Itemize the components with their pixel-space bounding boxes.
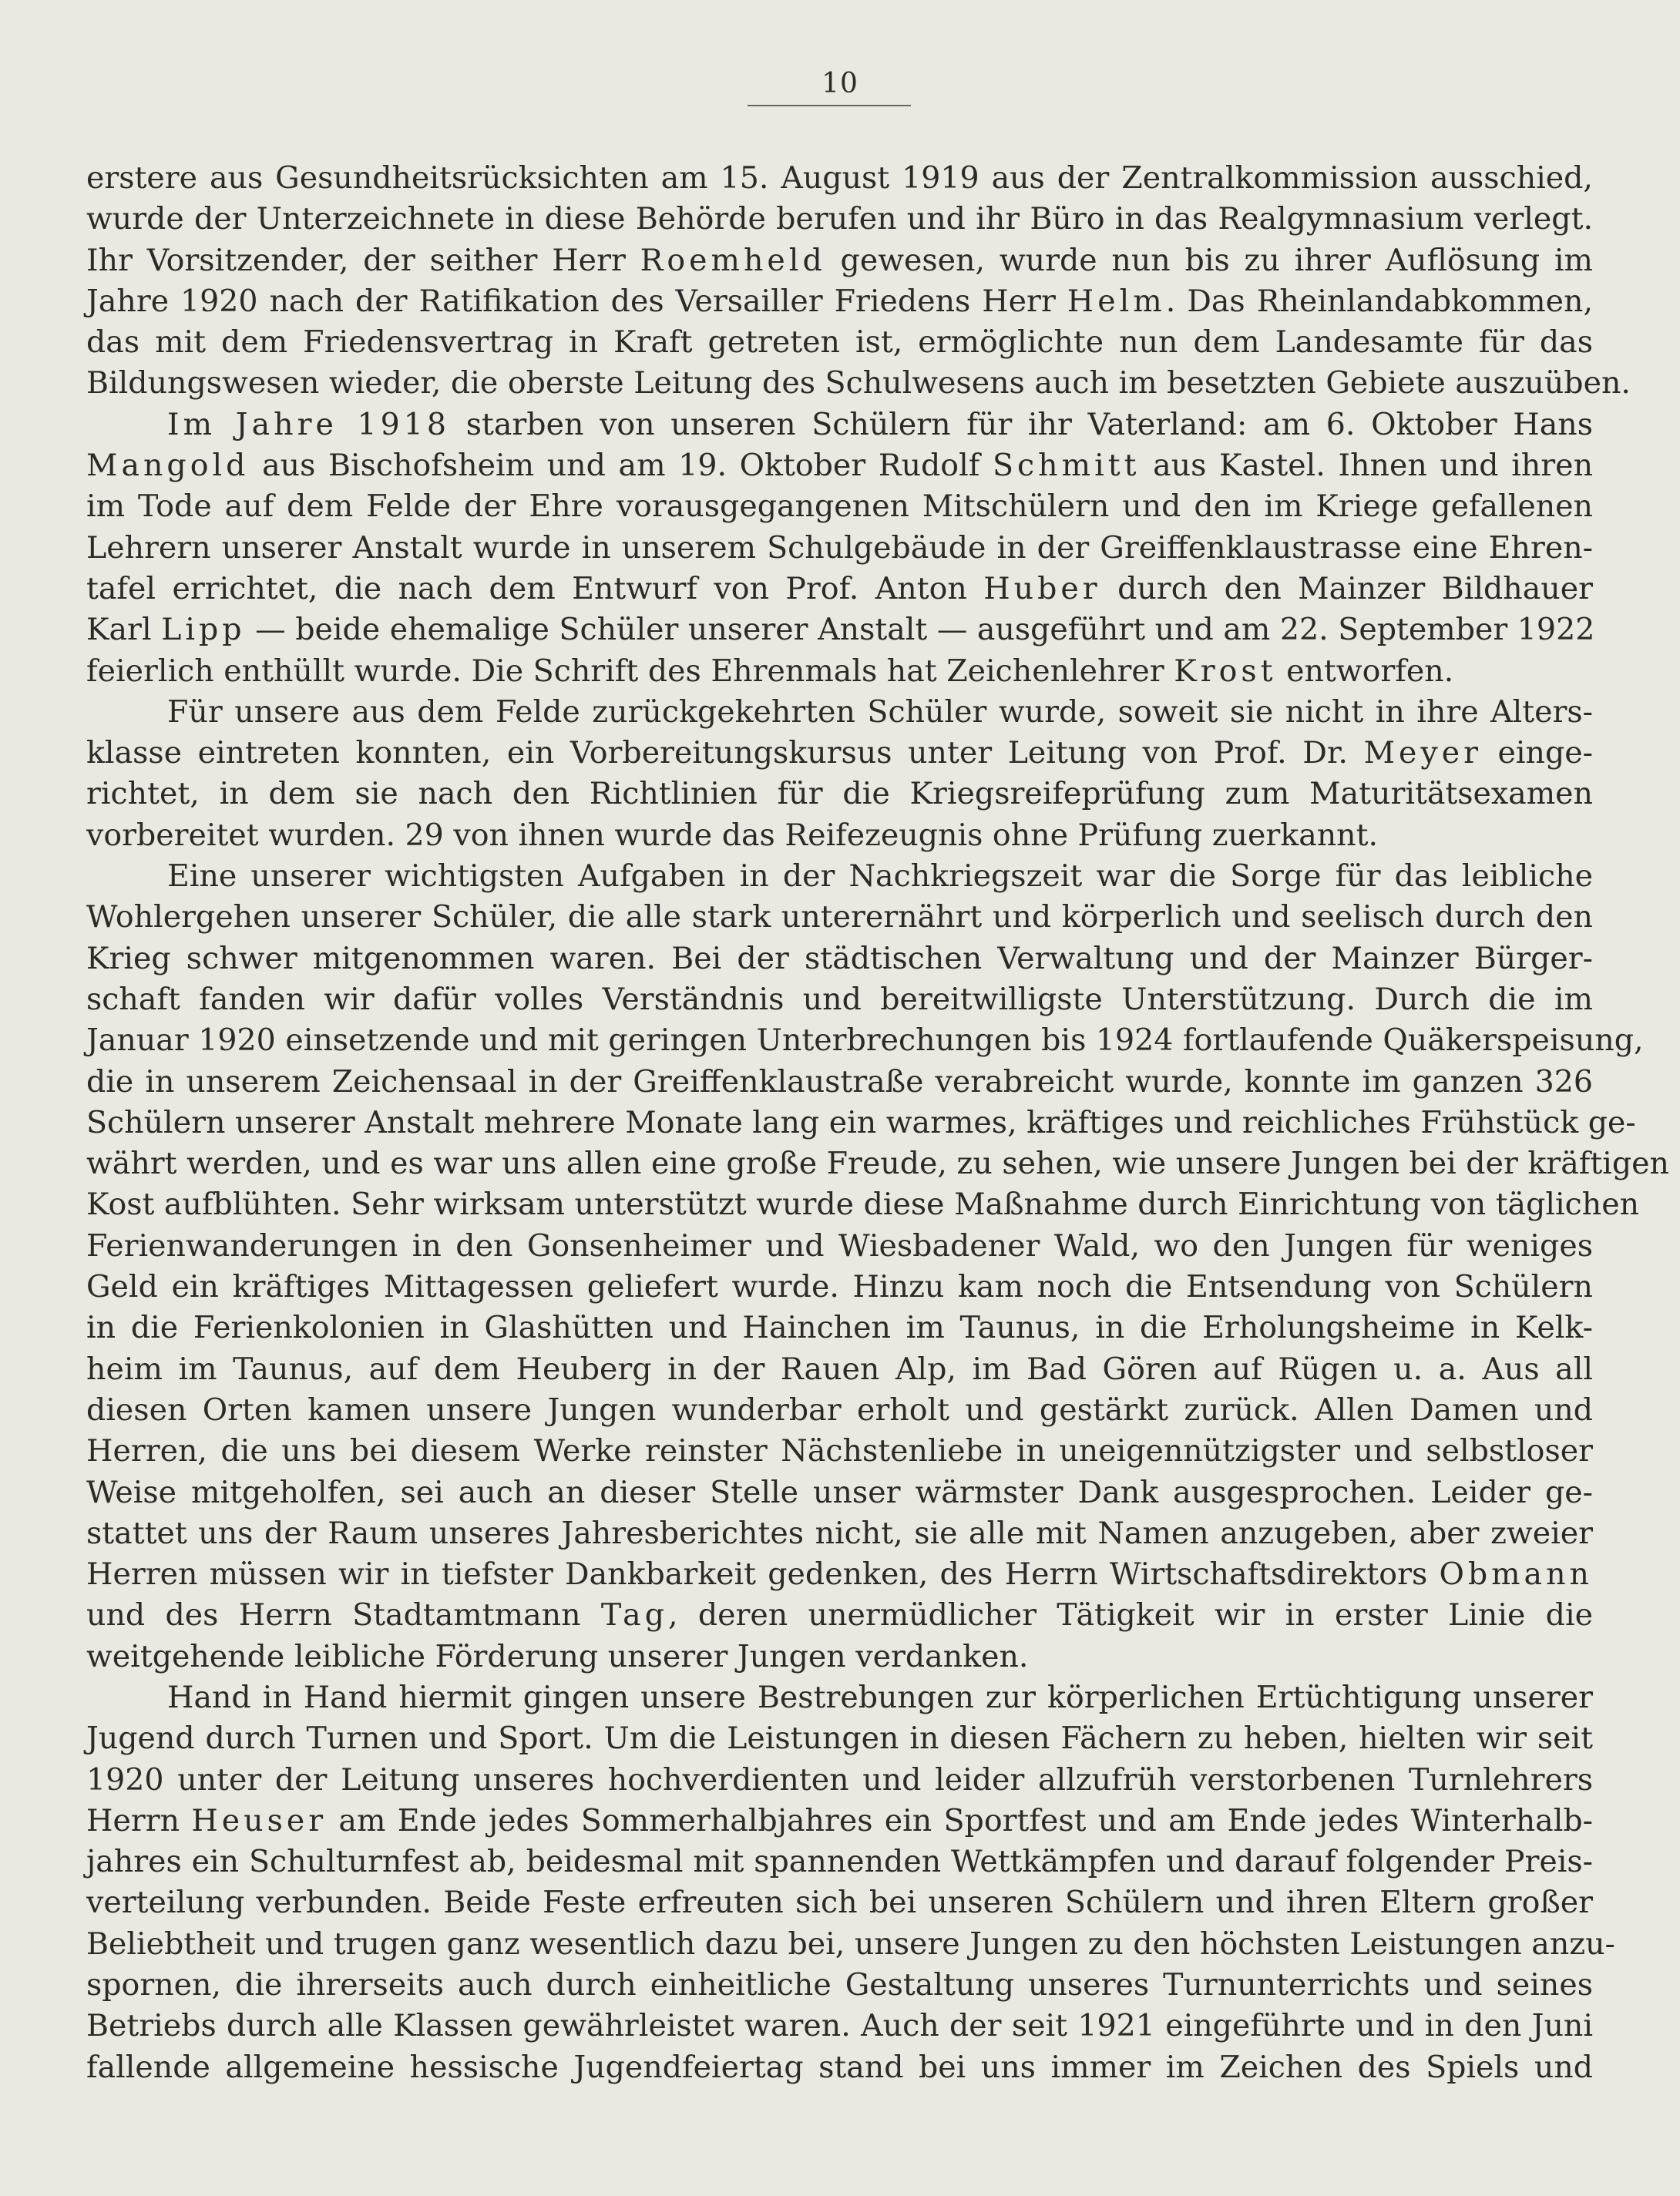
- text-segment: Schülern unserer Anstalt mehrere Monate lang ein warmes, kräftiges und reichliches Frühstück ge-: [86, 1104, 1636, 1140]
- text-segment: erstere aus Gesundheitsrücksichten am 15. August 1919 aus der Zentralkommission ausschied,: [86, 160, 1593, 196]
- text-segment: Kost aufblühten. Sehr wirksam unterstützt wurde diese Maßnahme durch Einrichtung von täglichen: [86, 1187, 1640, 1223]
- text-line: [86, 1718, 1593, 1759]
- text-line: [86, 405, 1593, 445]
- text-segment: . Das Rheinlandabkommen,: [1165, 283, 1594, 319]
- text-segment: feierlich enthüllt wurde. Die Schrift des Ehrenmals hat Zeichenlehrer: [86, 653, 1174, 689]
- text-segment: Bildungswesen wieder, die oberste Leitung des Schulwesens auch im besetzten Gebiete auszuüben.: [86, 365, 1631, 401]
- text-segment: stattet uns der Raum unseres Jahresberichtes nicht, sie alle mit Namen anzugeben, aber zweier: [86, 1515, 1593, 1551]
- text-line: [86, 322, 1593, 363]
- text-line: [86, 609, 1593, 650]
- text-segment: im Tode auf dem Felde der Ehre vorausgegangenen Mitschülern und den im Kriege gefallenen: [86, 489, 1593, 525]
- text-segment: klasse eintreten konnten, ein Vorbereitungskursus unter Leitung von Prof. Dr.: [86, 735, 1364, 771]
- text-segment: heim im Taunus, auf dem Heuberg in der Rauen Alp, im Bad Gören auf Rügen u. a. Aus all: [86, 1351, 1593, 1387]
- text-line: [86, 2006, 1593, 2047]
- text-line: [86, 692, 1593, 733]
- text-line: [86, 1637, 1593, 1677]
- text-segment: die in unserem Zeichensaal in der Greiffenklaustraße verabreicht wurde, konnte im ganzen 326: [86, 1063, 1593, 1100]
- text-line: [86, 1020, 1644, 1061]
- text-line: [86, 1349, 1593, 1390]
- text-segment: Jugend durch Turnen und Sport. Um die Leistungen in diesen Fächern zu heben, hielten wir seit: [86, 1721, 1593, 1757]
- text-segment: 1920 unter der Leitung unseres hochverdienten und leider allzufrüh verstorbenen Turnlehrers: [86, 1761, 1593, 1798]
- text-segment: Wohlergehen unserer Schüler, die alle stark unterernährt und körperlich und seelisch durch den: [86, 899, 1593, 935]
- page-number-rule: [748, 105, 911, 106]
- text-line: [86, 856, 1593, 897]
- text-segment: verteilung verbunden. Beide Feste erfreuten sich bei unseren Schülern und ihren Eltern großer: [86, 1885, 1593, 1921]
- text-line: [86, 1431, 1593, 1472]
- text-segment: vorbereitet wurden. 29 von ihnen wurde das Reifezeugnis ohne Prüfung zuerkannt.: [86, 817, 1379, 853]
- page-number: 10: [822, 68, 858, 99]
- text-line: [86, 1184, 1640, 1225]
- text-line: [86, 733, 1593, 774]
- text-line: [86, 1390, 1593, 1431]
- text-segment: Karl: [86, 612, 162, 648]
- text-segment: Hand in Hand hiermit gingen unsere Bestrebungen zur körperlichen Ertüchtigung unserer: [167, 1679, 1593, 1715]
- text-segment: das mit dem Friedensvertrag in Kraft getreten ist, ermöglichte nun dem Landesamte für das: [86, 324, 1593, 361]
- text-line: [86, 651, 1593, 692]
- text-line: [86, 939, 1593, 979]
- text-segment: aus Kastel. Ihnen und ihren: [1140, 448, 1594, 484]
- text-segment: diesen Orten kamen unsere Jungen wunderbar erholt und gestärkt zurück. Allen Damen und: [86, 1392, 1593, 1428]
- text-line: [86, 1595, 1593, 1636]
- text-segment: jahres ein Schulturnfest ab, beidesmal mit spannenden Wettkämpfen und darauf folgender Preis-: [86, 1844, 1593, 1880]
- text-segment: Beliebtheit und trugen ganz wesentlich dazu bei, unsere Jungen zu den höchsten Leistungen anzu-: [86, 1926, 1615, 1962]
- text-segment: und des Herrn Stadtamtmann: [86, 1597, 601, 1634]
- text-line: [86, 363, 1631, 404]
- text-segment: weitgehende leibliche Förderung unserer Jungen verdanken.: [86, 1638, 1029, 1674]
- text-segment: durch den Mainzer Bildhauer: [1100, 570, 1593, 606]
- text-segment: Jahre 1920 nach der Ratifikation des Versailler Friedens Herr: [86, 283, 1067, 319]
- text-segment: Betriebs durch alle Klassen gewährleistet waren. Auch der seit 1921 eingeführte und in den Juni: [86, 2008, 1593, 2044]
- spaced-name: Lipp: [161, 612, 246, 648]
- text-line: [86, 199, 1593, 240]
- text-line: [86, 1513, 1593, 1554]
- spaced-name: Huber: [983, 570, 1101, 606]
- text-segment: Herren müssen wir in tiefster Dankbarkeit gedenken, des Herrn Wirtschaftsdirektors: [86, 1556, 1440, 1593]
- text-line: [86, 1677, 1593, 1718]
- text-line: [86, 1062, 1593, 1103]
- spaced-name: Helm: [1067, 283, 1166, 319]
- text-segment: — beide ehemalige Schüler unserer Anstalt — ausgeführt und am 22. September 1922: [245, 612, 1595, 648]
- text-segment: Ihr Vorsitzender, der seither Herr: [86, 242, 640, 278]
- text-segment: Herren, die uns bei diesem Werke reinster Nächstenliebe in uneigennützigster und selbstloser: [86, 1433, 1593, 1469]
- text-line: [86, 1143, 1669, 1184]
- text-segment: Lehrern unserer Anstalt wurde in unserem Schulgebäude in der Greiffenklaustrasse eine Ehren-: [86, 529, 1593, 566]
- text-line: [86, 1103, 1636, 1143]
- text-line: [86, 1308, 1593, 1348]
- text-line: [86, 486, 1593, 527]
- text-segment: starben von unseren Schülern für ihr Vaterland: am 6. Oktober Hans: [450, 406, 1593, 442]
- spaced-name: Im Jahre 1918: [167, 406, 451, 442]
- spaced-name: Heuser: [191, 1802, 328, 1838]
- text-segment: Herrn: [86, 1802, 192, 1838]
- text-segment: aus Bischofsheim und am 19. Oktober Rudolf: [249, 448, 993, 484]
- text-line: [86, 1842, 1593, 1882]
- text-line: [86, 979, 1593, 1020]
- spaced-name: Tag: [600, 1597, 668, 1634]
- text-segment: richtet, in dem sie nach den Richtlinien für die Kriegsreifeprüfung zum Maturitätsexamen: [86, 776, 1593, 812]
- text-segment: Krieg schwer mitgenommen waren. Bei der städtischen Verwaltung und der Mainzer Bürger-: [86, 940, 1593, 976]
- text-segment: fallende allgemeine hessische Jugendfeiertag stand bei uns immer im Zeichen des Spiels und: [86, 2049, 1593, 2085]
- text-line: [86, 1965, 1593, 2006]
- text-line: [86, 445, 1593, 486]
- text-segment: gewesen, wurde nun bis zu ihrer Auflösung im: [825, 242, 1593, 278]
- text-line: [86, 569, 1593, 609]
- text-line: [86, 897, 1593, 938]
- text-line: [86, 1801, 1593, 1842]
- text-segment: Geld ein kräftiges Mittagessen geliefert wurde. Hinzu kam noch die Entsendung von Schülern: [86, 1269, 1593, 1305]
- text-segment: Eine unserer wichtigsten Aufgaben in der Nachkriegszeit war die Sorge für das leibliche: [167, 858, 1593, 895]
- text-segment: einge-: [1481, 735, 1593, 771]
- text-segment: in die Ferienkolonien in Glashütten und Hainchen im Taunus, in die Erholungsheime in Kelk-: [86, 1310, 1593, 1346]
- text-line: [86, 1267, 1593, 1308]
- text-segment: , deren unermüdlicher Tätigkeit wir in erster Linie die: [667, 1597, 1593, 1634]
- spaced-name: Roemheld: [640, 242, 826, 278]
- text-line: [86, 815, 1593, 856]
- text-segment: am Ende jedes Sommerhalbjahres ein Sportfest und am Ende jedes Winterhalb-: [327, 1802, 1593, 1838]
- text-line: [86, 1760, 1593, 1801]
- text-line: [86, 240, 1593, 281]
- text-segment: Ferienwanderungen in den Gonsenheimer und Wiesbadener Wald, wo den Jungen für weniges: [86, 1227, 1593, 1264]
- text-line: [86, 281, 1593, 322]
- text-line: [86, 774, 1593, 814]
- spaced-name: Mangold: [86, 448, 250, 484]
- text-line: [86, 158, 1593, 199]
- text-segment: Weise mitgeholfen, sei auch an dieser Stelle unser wärmster Dank ausgesprochen. Leider ge-: [86, 1474, 1593, 1510]
- text-line: [86, 528, 1593, 569]
- text-line: [86, 1226, 1593, 1267]
- text-segment: spornen, die ihrerseits auch durch einheitliche Gestaltung unseres Turnunterrichts und seines: [86, 1967, 1593, 2003]
- text-line: [86, 1924, 1615, 1965]
- spaced-name: Schmitt: [993, 448, 1141, 484]
- spaced-name: Meyer: [1363, 735, 1482, 771]
- body-text: [86, 158, 1669, 2088]
- text-segment: Januar 1920 einsetzende und mit geringen Unterbrechungen bis 1924 fortlaufende Quäkerspeisung,: [86, 1022, 1644, 1059]
- text-line: [86, 1554, 1593, 1595]
- spaced-name: Obmann: [1439, 1556, 1593, 1593]
- text-segment: tafel errichtet, die nach dem Entwurf von Prof. Anton: [86, 570, 984, 606]
- text-segment: Für unsere aus dem Felde zurückgekehrten Schüler wurde, soweit sie nicht in ihre Alters-: [167, 693, 1593, 730]
- text-segment: währt werden, und es war uns allen eine große Freude, zu sehen, wie unsere Jungen bei der kräftigen: [86, 1146, 1669, 1182]
- text-segment: schaft fanden wir dafür volles Verständnis und bereitwilligste Unterstützung. Durch die im: [86, 981, 1593, 1017]
- text-segment: entworfen.: [1276, 653, 1454, 689]
- text-segment: wurde der Unterzeichnete in diese Behörde berufen und ihr Büro in das Realgymnasium verlegt.: [86, 201, 1593, 237]
- text-line: [86, 1882, 1593, 1923]
- spaced-name: Krost: [1174, 653, 1277, 689]
- text-line: [86, 2047, 1593, 2088]
- text-line: [86, 1472, 1593, 1513]
